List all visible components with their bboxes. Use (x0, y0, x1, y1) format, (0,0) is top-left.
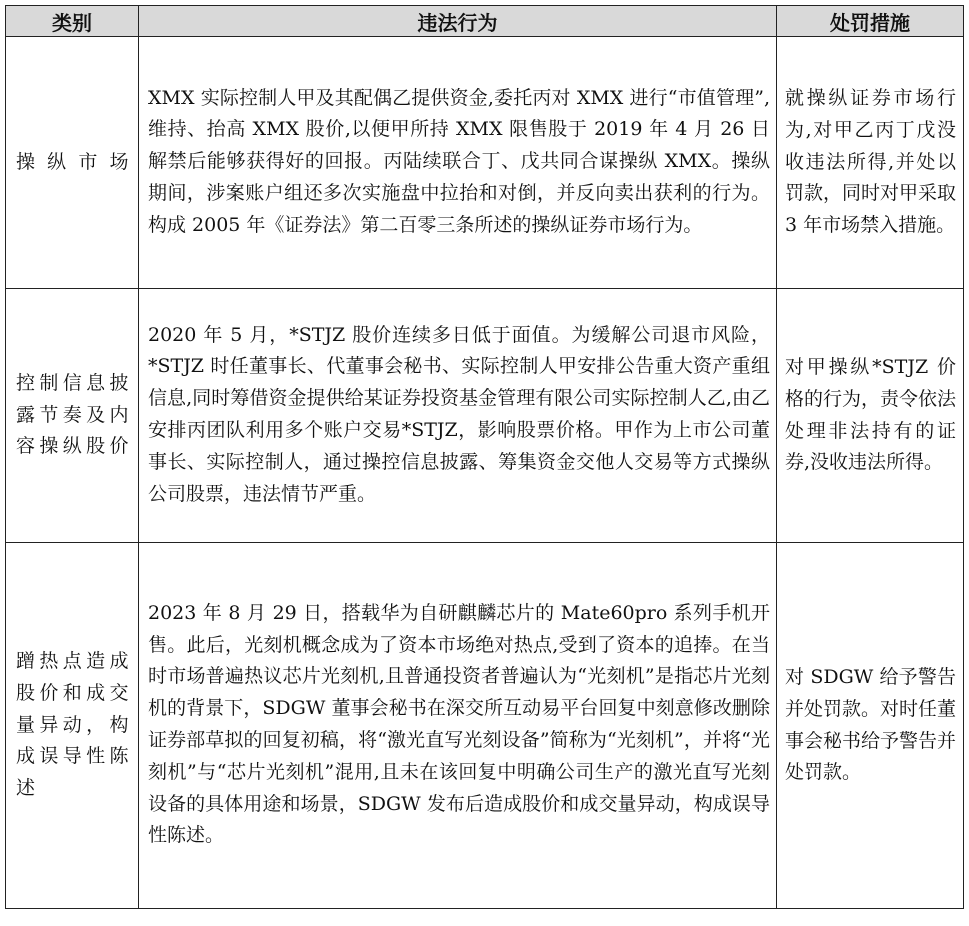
category-text: 操纵市场 (16, 150, 129, 173)
penalty-cell (777, 37, 964, 289)
penalty-text: 对 SDGW 给予警告并处罚款。对时任董事会秘书给予警告并处罚款。 (785, 665, 957, 784)
category-text: 控制信息披露节奏及内容操纵股价 (16, 371, 129, 458)
category-text: 蹭热点造成股价和成交量异动，构成误导性陈述 (16, 650, 129, 800)
penalty-cell (777, 289, 964, 543)
behavior-cell (139, 543, 777, 909)
penalty-cell (777, 543, 964, 909)
header-behavior: 违法行为 (139, 6, 777, 37)
table-row (6, 543, 964, 909)
header-category: 类别 (6, 6, 139, 37)
behavior-cell (139, 37, 777, 289)
header-row (6, 6, 964, 37)
table-row (6, 289, 964, 543)
header-penalty: 处罚措施 (777, 6, 964, 37)
category-cell (6, 289, 139, 543)
penalty-text: 对甲操纵*STJZ 价格的行为，责令依法处理非法持有的证券,没收违法所得。 (785, 355, 957, 474)
behavior-text: XMX 实际控制人甲及其配偶乙提供资金,委托丙对 XMX 进行“市值管理”,维持、抬高 XMX 股价,以便甲所持 XMX 限售股于 2019 年 4 月 26 日解禁后能够获得好的回报。丙陆续联合丁、戊共同合谋操纵 XMX。操纵期间，涉案账户组还多次实施盘中拉抬和对倒，并反向卖出获利的行为。构成 2005 年《证券法》第二百零三条所述的操纵证券市场行为。 (148, 86, 770, 236)
behavior-cell (139, 289, 777, 543)
behavior-text: 2020 年 5 月，*STJZ 股价连续多日低于面值。为缓解公司退市风险，*STJZ 时任董事长、代董事会秘书、实际控制人甲安排公告重大资产重组信息,同时筹借资金提供给某证券投资基金管理有限公司实际控制人乙,由乙安排丙团队利用多个账户交易*STJZ，影响股票价格。甲作为上市公司董事长、实际控制人，通过操控信息披露、筹集资金交他人交易等方式操纵公司股票，违法情节严重。 (148, 323, 770, 505)
category-cell (6, 37, 139, 289)
table-row (6, 37, 964, 289)
category-cell (6, 543, 139, 909)
penalty-text: 就操纵证券市场行为,对甲乙丙丁戊没收违法所得,并处以罚款，同时对甲采取 3 年市场禁入措施。 (785, 87, 957, 237)
violations-table (5, 5, 964, 909)
behavior-text: 2023 年 8 月 29 日，搭载华为自研麒麟芯片的 Mate60pro 系列手机开售。此后，光刻机概念成为了资本市场绝对热点,受到了资本的追捧。在当时市场普遍热议芯片光刻机,且普通投资者普遍认为“光刻机”是指芯片光刻机的背景下，SDGW 董事会秘书在深交所互动易平台回复中刻意修改删除证券部草拟的回复初稿，将“激光直写光刻设备”简称为“光刻机”，并将“光刻机”与“芯片光刻机”混用,且未在该回复中明确公司生产的激光直写光刻设备的具体用途和场景，SDGW 发布后造成股价和成交量异动，构成误导性陈述。 (148, 601, 770, 847)
